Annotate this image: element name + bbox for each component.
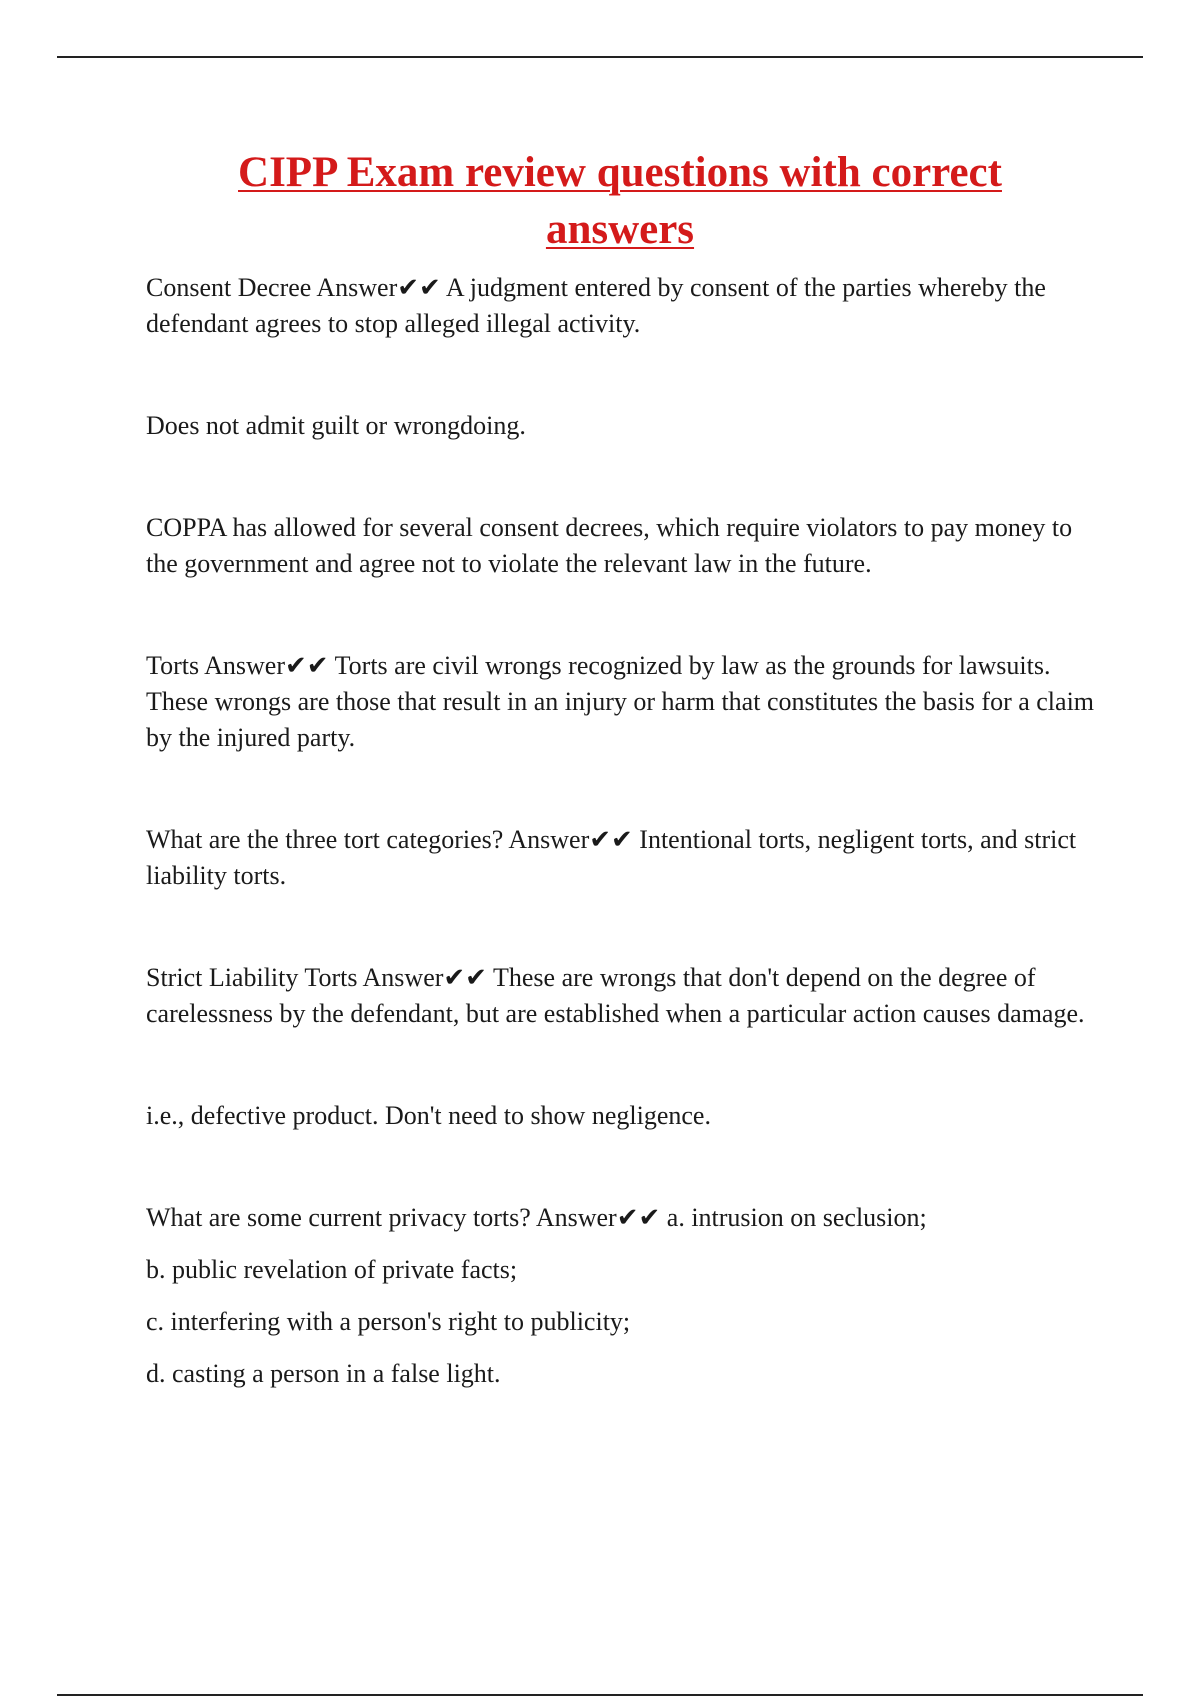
paragraph-no-guilt: Does not admit guilt or wrongdoing. [146, 411, 526, 440]
paragraph-coppa: COPPA has allowed for several consent decrees, which require violators to pay money to the government and agree not to violate the relevant law in the future. [146, 513, 1073, 578]
paragraph-strict-liability: Strict Liability Torts Answer✔✔ These are wrongs that don't depend on the degree of carelessness by the defendant, but are established when a particular action causes damage. [146, 963, 1085, 1028]
paragraph-consent-decree: Consent Decree Answer✔✔ A judgment entered by consent of the parties whereby the defendant agrees to stop alleged illegal activity. [146, 273, 1046, 338]
list-item-d: d. casting a person in a false light. [146, 1359, 501, 1388]
top-rule [57, 56, 1143, 58]
paragraph-tort-categories: What are the three tort categories? Answer✔✔ Intentional torts, negligent torts, and strict liability torts. [146, 825, 1077, 890]
bottom-rule [57, 1694, 1143, 1696]
paragraph-privacy-torts: What are some current privacy torts? Answer✔✔ a. intrusion on seclusion; [146, 1203, 927, 1232]
document-body [146, 270, 1106, 1392]
paragraph-torts: Torts Answer✔✔ Torts are civil wrongs recognized by law as the grounds for lawsuits. These wrongs are those that result in an injury or harm that constitutes the basis for a claim by the injured party. [146, 651, 1095, 752]
list-item-c: c. interfering with a person's right to publicity; [146, 1307, 631, 1336]
document-title: CIPP Exam review questions with correct answers [238, 149, 1002, 253]
list-item-b: b. public revelation of private facts; [146, 1255, 518, 1284]
paragraph-defective-product: i.e., defective product. Don't need to show negligence. [146, 1101, 711, 1130]
